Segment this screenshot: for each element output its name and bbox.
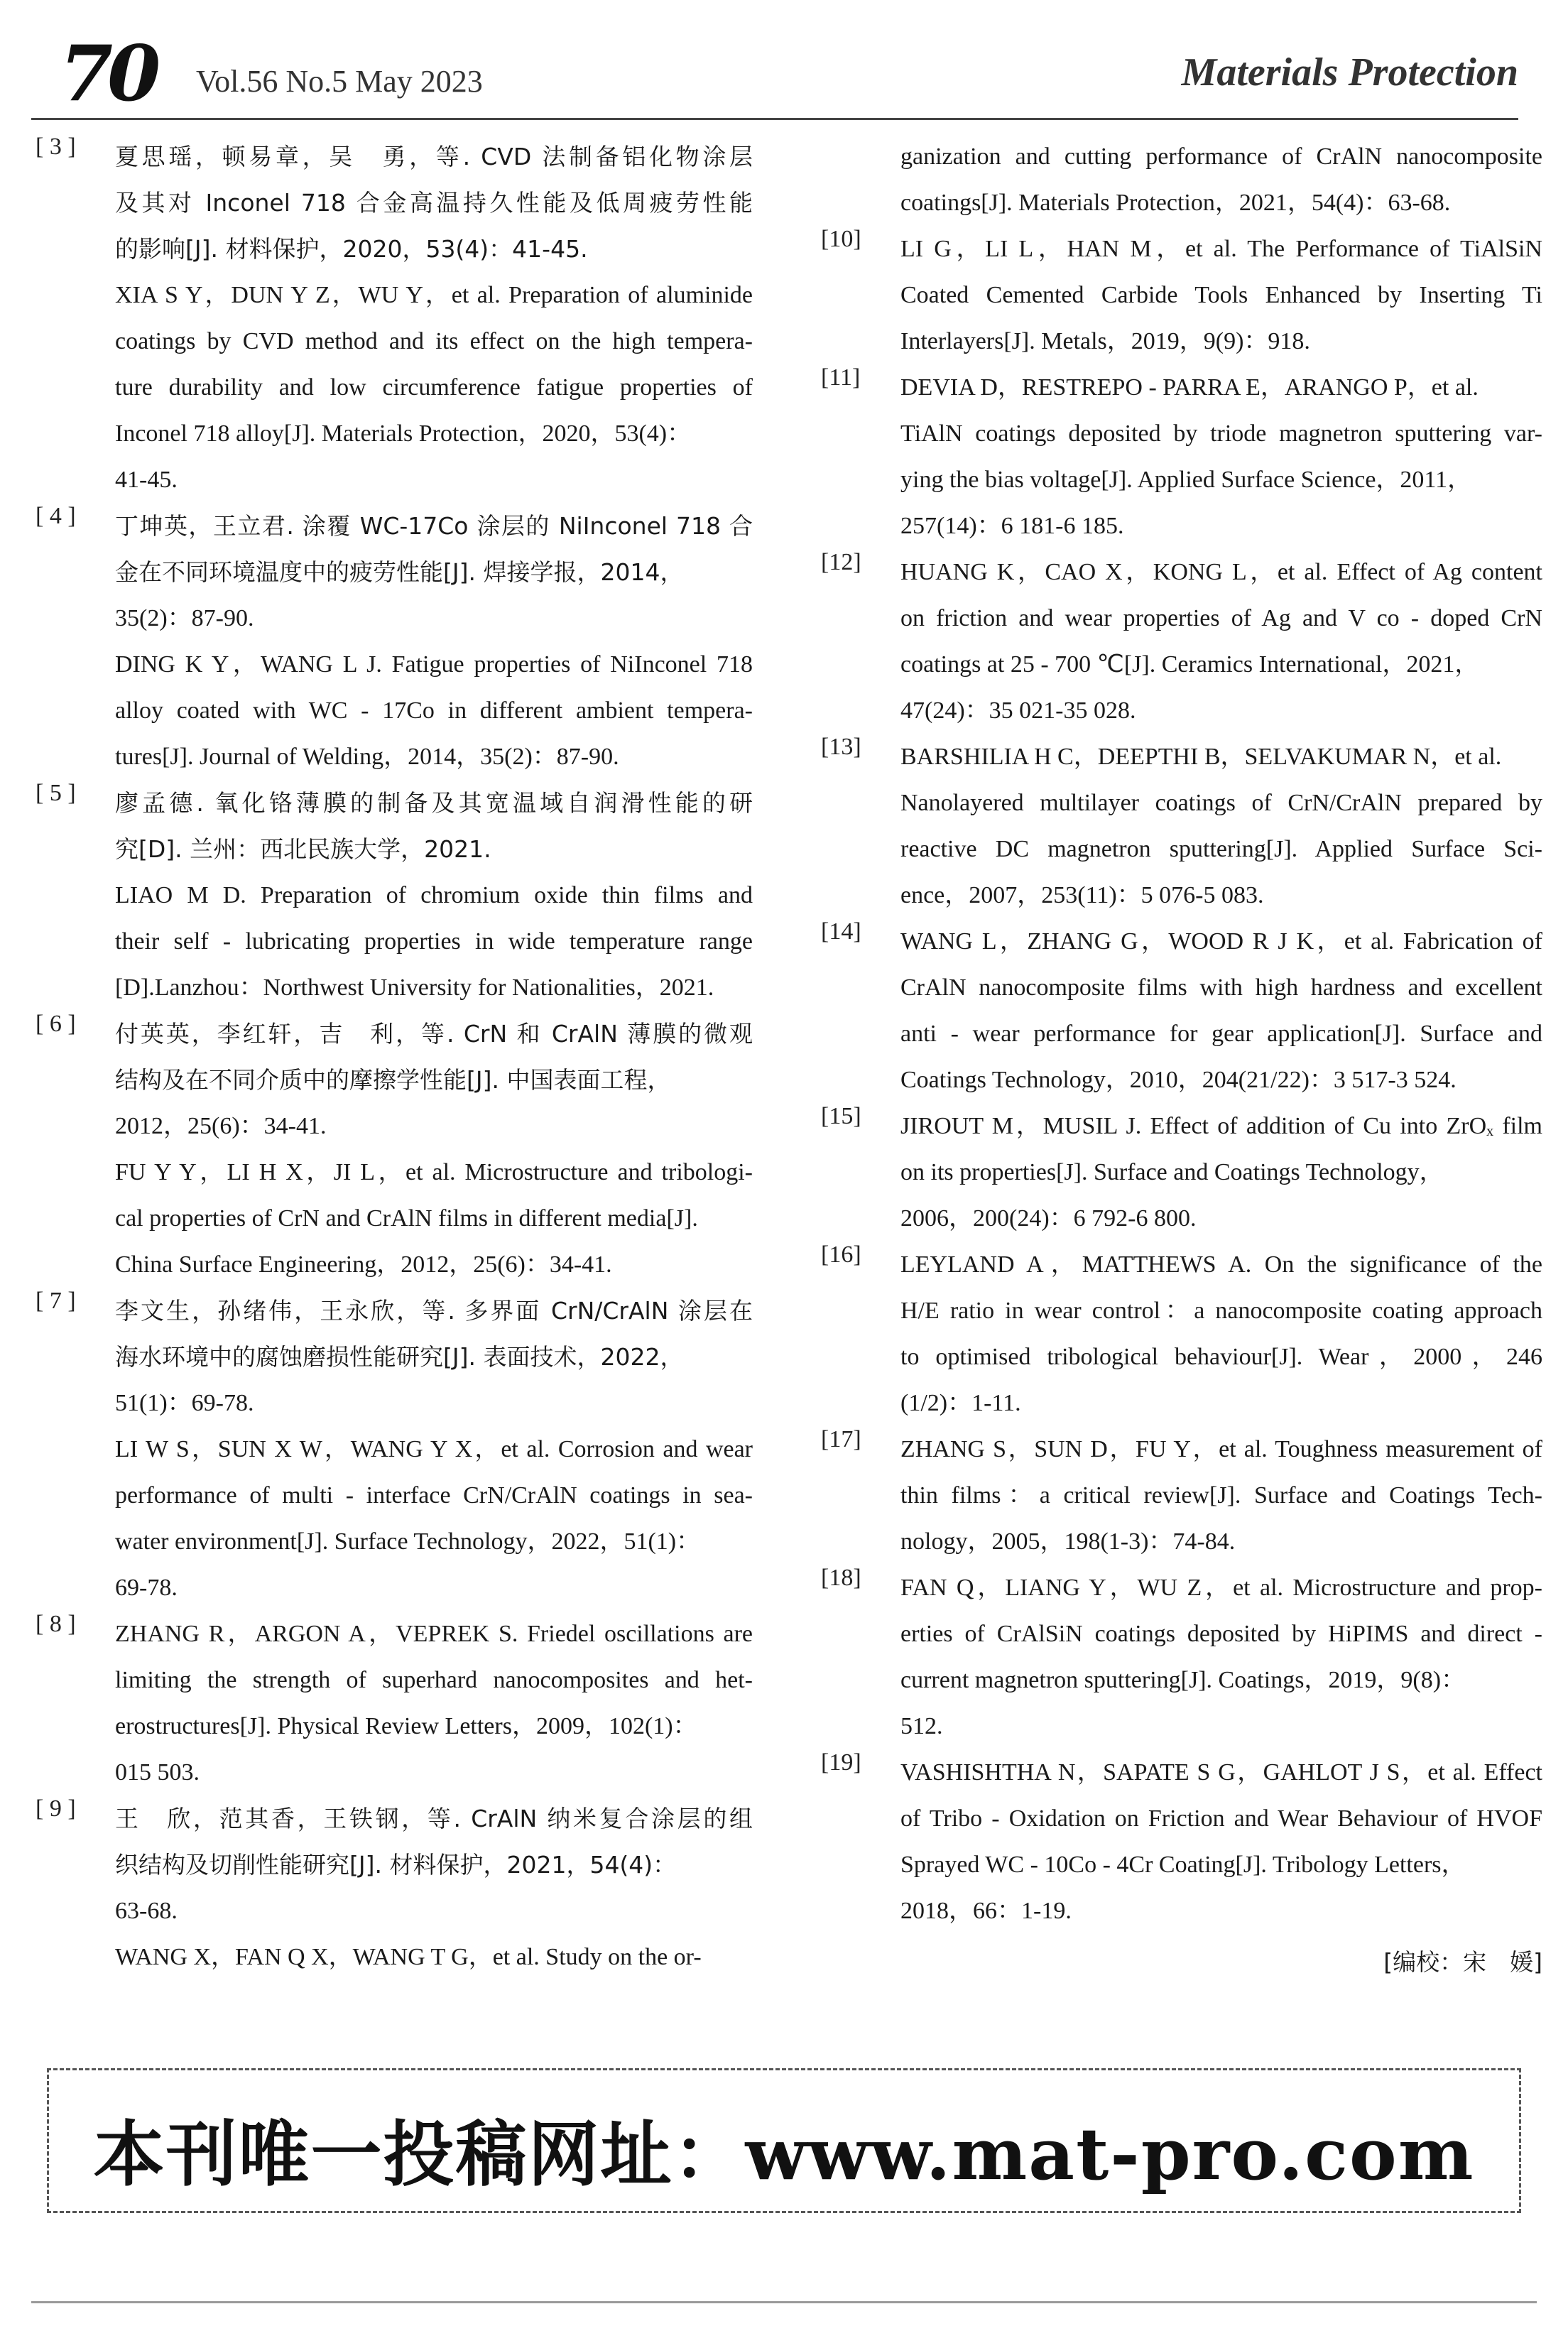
reference-line: 李文生，孙绪伟，王永欣，等. 多界面 CrN/CrAlN 涂层在: [115, 1297, 753, 1325]
reference-entry: [31, 134, 753, 503]
reference-line: erostructures[J]. Physical Review Letters，2009，102(1)：: [115, 1713, 697, 1739]
reference-number: [14]: [821, 918, 861, 945]
reference-line: Sprayed WC - 10Co - 4Cr Coating[J]. Tribology Letters，: [900, 1852, 1466, 1878]
reference-line: coatings[J]. Materials Protection，2021，54(4)：63-68.: [900, 190, 1451, 216]
reference-line: on its properties[J]. Surface and Coatings Technology，: [900, 1159, 1444, 1185]
reference-line: 及其对 Inconel 718 合金高温持久性能及低周疲劳性能: [115, 189, 753, 217]
reference-line: WANG X，FAN Q X，WANG T G，et al. Study on the or-: [115, 1944, 702, 1970]
reference-line: ZHANG S，SUN D，FU Y，et al. Toughness measurement of: [900, 1436, 1542, 1462]
reference-line: water environment[J]. Surface Technology，2022，51(1)：: [115, 1528, 701, 1555]
reference-line: coatings at 25 - 700 ℃[J]. Ceramics International，2021，: [900, 651, 1479, 678]
reference-entry: [817, 549, 1542, 734]
reference-entry: [31, 1288, 753, 1611]
reference-number: [10]: [821, 226, 861, 252]
reference-line: Inconel 718 alloy[J]. Materials Protection，2020，53(4)：: [115, 420, 692, 447]
reference-line: 69-78.: [115, 1575, 178, 1601]
reference-line: 王 欣，范其香，王铁钢，等. CrAlN 纳米复合涂层的组: [115, 1805, 753, 1832]
reference-line: Interlayers[J]. Metals，2019，9(9)：918.: [900, 328, 1310, 354]
reference-number: [15]: [821, 1103, 861, 1129]
reference-line: (1/2)：1-11.: [900, 1390, 1021, 1416]
reference-entry: [817, 1241, 1542, 1426]
references-left-column: [31, 134, 753, 1980]
reference-line: 2012，25(6)：34-41.: [115, 1113, 327, 1139]
reference-entry: [817, 734, 1542, 918]
reference-line: HUANG K，CAO X，KONG L，et al. Effect of Ag content: [900, 559, 1542, 585]
reference-line: FAN Q，LIANG Y，WU Z，et al. Microstructure and prop-: [900, 1575, 1542, 1601]
reference-number: [12]: [821, 549, 861, 575]
reference-line: 究[D]. 兰州：西北民族大学，2021.: [115, 835, 491, 863]
page-header: [31, 29, 1518, 119]
reference-entry: [817, 226, 1542, 364]
reference-line: 47(24)：35 021-35 028.: [900, 697, 1136, 724]
reference-line: LI G，LI L，HAN M，et al. The Performance of TiAlSiN: [900, 236, 1542, 262]
reference-line: 2006，200(24)：6 792-6 800.: [900, 1205, 1197, 1232]
reference-line: their self - lubricating properties in wide temperature range: [115, 928, 753, 955]
reference-entry: [817, 134, 1542, 226]
journal-title: Materials Protection: [1181, 50, 1518, 94]
reference-number: [ 6 ]: [36, 1011, 76, 1037]
reference-line: FU Y Y，LI H X，JI L，et al. Microstructure and tribologi-: [115, 1159, 753, 1185]
reference-line: ture durability and low circumference fatigue properties of: [115, 374, 753, 401]
reference-line: 海水环境中的腐蚀磨损性能研究[J]. 表面技术，2022，: [115, 1343, 684, 1371]
page-number: 70: [60, 29, 156, 119]
reference-line: alloy coated with WC - 17Co in different ambient tempera-: [115, 697, 753, 724]
reference-line: anti - wear performance for gear application[J]. Surface and: [900, 1021, 1542, 1047]
reference-line: China Surface Engineering，2012，25(6)：34-41.: [115, 1251, 612, 1278]
reference-line: LIAO M D. Preparation of chromium oxide thin films and: [115, 882, 753, 908]
reference-entry: [817, 918, 1542, 1103]
reference-number: [16]: [821, 1241, 861, 1268]
references-right-column: [817, 134, 1542, 1991]
reference-line: 夏思瑶，顿易章，吴 勇，等. CVD 法制备铝化物涂层: [115, 143, 753, 170]
reference-number: [ 9 ]: [36, 1795, 76, 1822]
editor-credit: [编校：宋 媛]: [1383, 1948, 1542, 1976]
reference-line: VASHISHTHA N，SAPATE S G，GAHLOT J S，et al. Effect: [900, 1759, 1542, 1786]
reference-line: 51(1)：69-78.: [115, 1390, 254, 1416]
submission-banner: [47, 2068, 1521, 2213]
reference-line: JIROUT M，MUSIL J. Effect of addition of Cu into ZrOₓ film: [900, 1113, 1542, 1139]
reference-line: 结构及在不同介质中的摩擦学性能[J]. 中国表面工程，: [115, 1066, 671, 1094]
reference-line: DING K Y，WANG L J. Fatigue properties of NiInconel 718: [115, 651, 753, 678]
reference-line: current magnetron sputtering[J]. Coatings，2019，9(8)：: [900, 1667, 1466, 1693]
reference-line: Nanolayered multilayer coatings of CrN/CrAlN prepared by: [900, 790, 1542, 816]
reference-line: LI W S，SUN X W，WANG Y X，et al. Corrosion and wear: [115, 1436, 753, 1462]
reference-line: H/E ratio in wear control：a nanocomposite coating approach: [900, 1298, 1542, 1324]
reference-line: ZHANG R，ARGON A，VEPREK S. Friedel oscillations are: [115, 1621, 753, 1647]
reference-line: 512.: [900, 1713, 943, 1739]
reference-line: 2018，66：1-19.: [900, 1898, 1072, 1924]
reference-entry: [817, 1103, 1542, 1241]
reference-number: [ 5 ]: [36, 780, 76, 806]
reference-line: 丁坤英，王立君. 涂覆 WC-17Co 涂层的 NiInconel 718 合: [115, 512, 753, 540]
reference-line: of Tribo - Oxidation on Friction and Wear Behaviour of HVOF: [900, 1805, 1542, 1832]
reference-entry: [817, 364, 1542, 549]
reference-number: [11]: [821, 364, 861, 391]
footer-divider: [31, 2301, 1537, 2303]
reference-line: 015 503.: [115, 1759, 200, 1786]
reference-line: coatings by CVD method and its effect on the high tempera-: [115, 328, 753, 354]
reference-line: TiAlN coatings deposited by triode magnetron sputtering var-: [900, 420, 1542, 447]
reference-entry: [31, 780, 753, 1011]
reference-line: XIA S Y，DUN Y Z，WU Y，et al. Preparation of aluminide: [115, 282, 753, 308]
reference-line: 41-45.: [115, 467, 178, 493]
reference-entry: [31, 1611, 753, 1795]
reference-entry: [31, 1795, 753, 1980]
reference-entry: [817, 1426, 1542, 1565]
reference-line: 织结构及切削性能研究[J]. 材料保护，2021，54(4)：: [115, 1851, 677, 1879]
reference-number: [ 8 ]: [36, 1611, 76, 1637]
reference-number: [17]: [821, 1426, 861, 1452]
reference-entry: [31, 1011, 753, 1288]
reference-line: WANG L，ZHANG G，WOOD R J K，et al. Fabrication of: [900, 928, 1542, 955]
reference-line: thin films：a critical review[J]. Surface and Coatings Tech-: [900, 1482, 1542, 1509]
reference-line: ganization and cutting performance of CrAlN nanocomposite: [900, 143, 1542, 170]
reference-line: LEYLAND A，MATTHEWS A. On the significance of the: [900, 1251, 1542, 1278]
reference-line: nology，2005，198(1-3)：74-84.: [900, 1528, 1236, 1555]
reference-line: Coatings Technology，2010，204(21/22)：3 517-3 524.: [900, 1067, 1457, 1093]
reference-line: CrAlN nanocomposite films with high hardness and excellent: [900, 974, 1542, 1001]
reference-line: 金在不同环境温度中的疲劳性能[J]. 焊接学报，2014，: [115, 558, 684, 586]
reference-number: [18]: [821, 1565, 861, 1591]
reference-line: erties of CrAlSiN coatings deposited by HiPIMS and direct -: [900, 1621, 1542, 1647]
reference-line: DEVIA D，RESTREPO - PARRA E，ARANGO P，et al.: [900, 374, 1479, 401]
reference-entry: [817, 1565, 1542, 1749]
reference-line: ence，2007，253(11)：5 076-5 083.: [900, 882, 1264, 908]
reference-line: limiting the strength of superhard nanocomposites and het-: [115, 1667, 753, 1693]
reference-line: BARSHILIA H C，DEEPTHI B，SELVAKUMAR N，et al.: [900, 744, 1502, 770]
header-divider: [31, 118, 1518, 120]
reference-line: ying the bias voltage[J]. Applied Surface Science，2011，: [900, 467, 1472, 493]
reference-line: [D].Lanzhou：Northwest University for Nationalities，2021.: [115, 974, 714, 1001]
submission-url-text: 本刊唯一投稿网址：www.mat-pro.com: [93, 2112, 1475, 2196]
reference-line: tures[J]. Journal of Welding，2014，35(2)：87-90.: [115, 744, 619, 770]
reference-line: 的影响[J]. 材料保护，2020，53(4)：41-45.: [115, 235, 588, 263]
reference-number: [19]: [821, 1749, 861, 1776]
volume-info: Vol.56 No.5 May 2023: [196, 64, 483, 99]
reference-entry: [817, 1749, 1542, 1934]
reference-line: 35(2)：87-90.: [115, 605, 254, 631]
reference-line: cal properties of CrN and CrAlN films in different media[J].: [115, 1205, 698, 1232]
reference-line: performance of multi - interface CrN/CrAlN coatings in sea-: [115, 1482, 753, 1509]
reference-line: 付英英，李红轩，吉 利，等. CrN 和 CrAlN 薄膜的微观: [115, 1020, 753, 1048]
reference-line: 63-68.: [115, 1898, 178, 1924]
reference-number: [ 3 ]: [36, 134, 76, 160]
reference-line: 廖孟德. 氧化铬薄膜的制备及其宽温域自润滑性能的研: [115, 789, 753, 817]
reference-line: on friction and wear properties of Ag and V co - doped CrN: [900, 605, 1542, 631]
reference-line: 257(14)：6 181-6 185.: [900, 513, 1124, 539]
reference-line: to optimised tribological behaviour[J]. Wear，2000，246: [900, 1344, 1542, 1370]
reference-line: reactive DC magnetron sputtering[J]. Applied Surface Sci-: [900, 836, 1542, 862]
reference-number: [ 4 ]: [36, 503, 76, 529]
reference-line: Coated Cemented Carbide Tools Enhanced by Inserting Ti: [900, 282, 1542, 308]
reference-entry: [31, 503, 753, 780]
reference-number: [13]: [821, 734, 861, 760]
reference-number: [ 7 ]: [36, 1288, 76, 1314]
